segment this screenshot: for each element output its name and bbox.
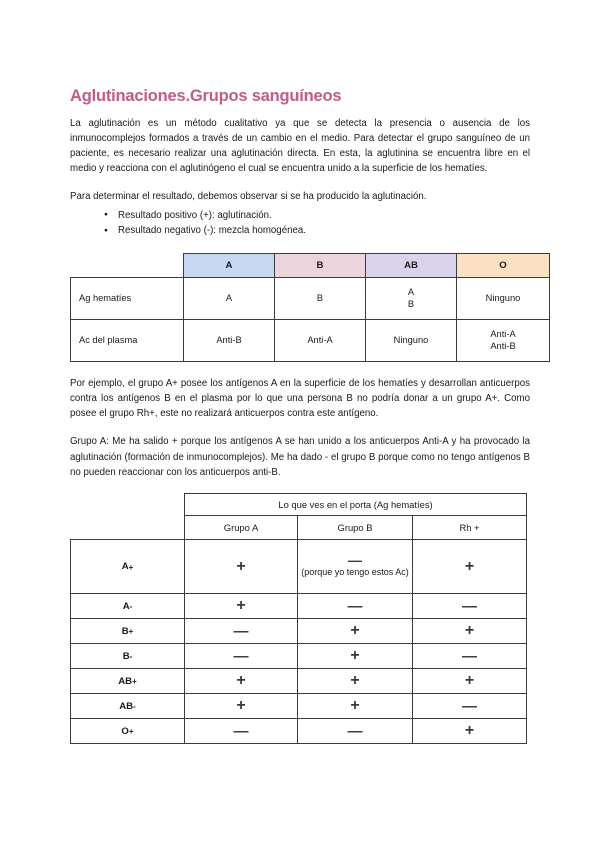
cell-o-pos-rh: + bbox=[413, 719, 527, 744]
subheader-rh: Rh + bbox=[413, 516, 527, 540]
cell-ag-ab bbox=[366, 277, 457, 319]
row-label-b-neg-sign: - bbox=[129, 652, 133, 662]
cell-b-neg-rh: — bbox=[413, 644, 527, 669]
cell-a-neg-rh: — bbox=[413, 594, 527, 619]
cell-ab-pos-grupo-a: + bbox=[185, 669, 298, 694]
cell-a-pos-grupo-a: + bbox=[185, 540, 298, 594]
row-label-ab-pos-group: AB bbox=[118, 675, 133, 687]
row-label-ab-neg bbox=[71, 694, 185, 719]
blood-group-table bbox=[70, 253, 550, 362]
results-span-header: Lo que ves en el porta (Ag hematíes) bbox=[185, 494, 527, 516]
table-row-a-neg bbox=[71, 594, 527, 619]
row-label-a-neg-sign: - bbox=[129, 602, 133, 612]
table-row-ab-pos bbox=[71, 669, 527, 694]
cell-ag-ab-line2: B bbox=[407, 299, 415, 310]
row-label-b-pos bbox=[71, 619, 185, 644]
cell-ac-b: Anti-A bbox=[275, 319, 366, 361]
table-row bbox=[71, 277, 550, 319]
cell-a-neg-grupo-a: + bbox=[185, 594, 298, 619]
table-row-b-neg bbox=[71, 644, 527, 669]
cell-a-pos-grupo-b-note bbox=[298, 551, 412, 579]
cell-a-pos-grupo-b-text: (porque yo tengo estos Ac) bbox=[301, 566, 409, 577]
row-label-ab-neg-sign: - bbox=[133, 702, 136, 712]
cell-ab-pos-rh: + bbox=[413, 669, 527, 694]
cell-ab-neg-rh: — bbox=[413, 694, 527, 719]
table-row-a-pos bbox=[71, 540, 527, 594]
paragraph-resultado-lead: Para determinar el resultado, debemos observar si se ha producido la aglutinación. bbox=[70, 191, 427, 203]
subheader-grupo-a: Grupo A bbox=[185, 516, 298, 540]
result-bullet-list bbox=[70, 208, 530, 239]
cell-ag-ab-line1: A bbox=[407, 286, 415, 297]
column-header-o: O bbox=[457, 253, 550, 277]
table-row-o-pos bbox=[71, 719, 527, 744]
cell-ag-b: B bbox=[275, 277, 366, 319]
column-header-a: A bbox=[184, 253, 275, 277]
cell-ab-pos-grupo-b: + bbox=[298, 669, 413, 694]
cell-o-pos-grupo-a: — bbox=[185, 719, 298, 744]
cell-ab-neg-grupo-a: + bbox=[185, 694, 298, 719]
row-label-o-pos-group: O bbox=[121, 725, 129, 737]
cell-ac-o bbox=[457, 319, 550, 361]
row-label-ab-pos-sign: + bbox=[132, 677, 137, 687]
paragraph-intro: La aglutinación es un método cualitativo ya que se detecta la presencia o ausencia de los inmunocomplejos formados a través de un cambio en el medio. Para detectar el grupo sanguíneo de un paciente, es necesario realizar una aglutinación directa. En esta, la aglutinina se encuentra libre en el medio y reacciona con el aglutinógeno el cual se encuentra unido a la superficie de los hematíes. bbox=[70, 117, 530, 175]
results-table bbox=[70, 493, 527, 744]
cell-a-pos-grupo-b bbox=[298, 540, 413, 594]
row-label-ab-pos bbox=[71, 669, 185, 694]
row-label-ac-plasma: Ac del plasma bbox=[71, 319, 184, 361]
row-label-a-pos bbox=[71, 540, 185, 594]
cell-b-pos-grupo-a: — bbox=[185, 619, 298, 644]
paragraph-ejemplo: Por ejemplo, el grupo A+ posee los antígenos A en la superficie de los hematíes y desarrollan anticuerpos contra los antígenos B en el plasma por lo que una persona B no podría donar a un grupo A+. Como posee el grupo Rh+, este no realizará anticuerpos contra este antígeno. bbox=[70, 377, 530, 420]
column-header-b: B bbox=[275, 253, 366, 277]
table-subheader-row bbox=[71, 516, 527, 540]
row-label-o-pos-sign: + bbox=[128, 727, 134, 737]
cell-ac-o-line1: Anti-A bbox=[490, 328, 516, 339]
column-header-ab: AB bbox=[366, 253, 457, 277]
cell-b-neg-grupo-b: + bbox=[298, 644, 413, 669]
subheader-grupo-b: Grupo B bbox=[298, 516, 413, 540]
table-row-b-pos bbox=[71, 619, 527, 644]
row-label-b-neg-group: B bbox=[122, 650, 130, 662]
row-label-b-neg bbox=[71, 644, 185, 669]
cell-b-pos-rh: + bbox=[413, 619, 527, 644]
paragraph-grupo-a: Grupo A: Me ha salido + porque los antígenos A se han unido a los anticuerpos Anti-A y ha provocado la aglutinación (formación de inmunocomplejos). Me ha dado - el grupo B porque como no tengo antígenos B no pueden reaccionar con los anticuerpos anti-B. bbox=[70, 436, 530, 478]
cell-a-pos-grupo-b-value: — bbox=[348, 551, 362, 568]
row-label-a-pos-sign: + bbox=[128, 562, 134, 572]
blood-group-table-wrap bbox=[70, 253, 530, 362]
row-label-b-pos-group: B bbox=[121, 625, 129, 637]
list-item: ● Resultado negativo (-): mezcla homogénea. bbox=[104, 223, 530, 239]
list-item: ● Resultado positivo (+): aglutinación. bbox=[104, 208, 530, 224]
row-label-o-pos bbox=[71, 719, 185, 744]
cell-ac-o-line2: Anti-B bbox=[490, 341, 516, 352]
cell-ag-o: Ninguno bbox=[457, 277, 550, 319]
results-table-wrap bbox=[70, 493, 530, 744]
cell-a-pos-rh: + bbox=[413, 540, 527, 594]
results-corner-blank-2 bbox=[71, 516, 185, 540]
cell-ag-a: A bbox=[184, 277, 275, 319]
cell-b-pos-grupo-b: + bbox=[298, 619, 413, 644]
row-label-b-pos-sign: + bbox=[128, 627, 134, 637]
table-header-row bbox=[71, 253, 550, 277]
row-label-a-neg bbox=[71, 594, 185, 619]
table-row-ab-neg bbox=[71, 694, 527, 719]
cell-ac-a: Anti-B bbox=[184, 319, 275, 361]
row-label-a-pos-group: A bbox=[121, 561, 129, 573]
table-row bbox=[71, 319, 550, 361]
row-label-a-neg-group: A bbox=[122, 600, 130, 612]
results-corner-blank bbox=[71, 494, 185, 516]
cell-a-neg-grupo-b: — bbox=[298, 594, 413, 619]
cell-b-neg-grupo-a: — bbox=[185, 644, 298, 669]
page-title: Aglutinaciones.Grupos sanguíneos bbox=[70, 87, 342, 105]
cell-ac-ab: Ninguno bbox=[366, 319, 457, 361]
table-span-header-row bbox=[71, 494, 527, 516]
cell-ab-neg-grupo-b: + bbox=[298, 694, 413, 719]
cell-o-pos-grupo-b: — bbox=[298, 719, 413, 744]
row-label-ab-neg-group: AB bbox=[119, 700, 134, 712]
corner-blank-cell bbox=[71, 253, 184, 277]
row-label-ag-hematies: Ag hematíes bbox=[71, 277, 184, 319]
